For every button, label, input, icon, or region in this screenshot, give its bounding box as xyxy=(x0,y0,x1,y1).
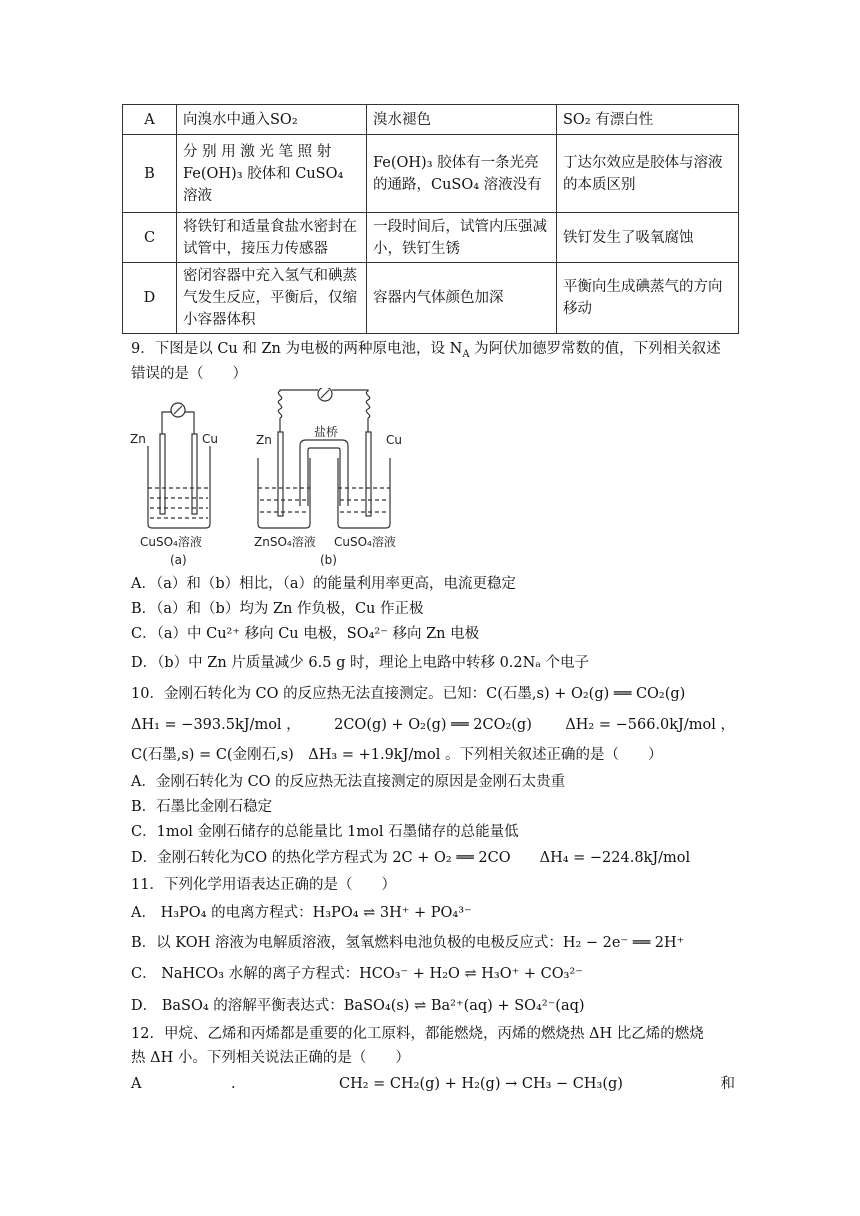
q10-option-b: B．石墨比金刚石稳定 xyxy=(131,799,273,815)
row-option: C xyxy=(123,213,177,263)
q11-option-d: D． BaSO₄ 的溶解平衡表达式：BaSO₄(s) ⇌ Ba²⁺(aq) + SO₄²⁻(aq) xyxy=(131,998,585,1014)
table-row xyxy=(123,135,739,213)
q10-option-c: C．1mol 金刚石储存的总能量比 1mol 石墨储存的总能量低 xyxy=(131,824,519,840)
label-b-solution2: CuSO₄溶液 xyxy=(334,535,396,549)
figure-labels xyxy=(130,424,402,567)
q10-dh2: ΔH₂ = −566.0kJ/mol ， xyxy=(565,717,735,733)
q11-option-b: B．以 KOH 溶液为电解质溶液，氢氧燃料电池负极的电极反应式：H₂ − 2e⁻ ══ 2H⁺ xyxy=(131,935,685,951)
galvanic-cells-figure xyxy=(128,388,418,573)
q9-option-d: D．（b）中 Zn 片质量减少 6.5 g 时，理论上电路中转移 0.2Nₐ 个电子 xyxy=(131,655,590,671)
q8-answer-table xyxy=(122,104,739,334)
q12-option-a-dot: . xyxy=(231,1076,236,1092)
q9-stem-line2: 错误的是（ ） xyxy=(131,366,247,382)
row-operation: 密闭容器中充入氢气和碘蒸气发生反应，平衡后，仅缩小容器体积 xyxy=(177,263,367,334)
row-conclusion: 平衡向生成碘蒸气的方向移动 xyxy=(557,263,739,334)
q10-option-a: A．金刚石转化为 CO 的反应热无法直接测定的原因是金刚石太贵重 xyxy=(131,774,566,790)
cell-a xyxy=(148,403,210,528)
q9-option-a: A．（a）和（b）相比，（a）的能量利用率更高，电流更稳定 xyxy=(131,576,517,592)
q11-option-a: A． H₃PO₄ 的电离方程式：H₃PO₄ ⇌ 3H⁺ + PO₄³⁻ xyxy=(131,905,472,921)
label-b-zn: Zn xyxy=(256,433,272,447)
label-a-solution: CuSO₄溶液 xyxy=(140,535,202,549)
label-b-cu: Cu xyxy=(386,433,402,447)
row-option: D xyxy=(123,263,177,334)
q12-option-a-tail: 和 xyxy=(720,1076,735,1092)
table-row xyxy=(123,213,739,263)
row-operation: 分 别 用 激 光 笔 照 射 Fe(OH)₃ 胶体和 CuSO₄ 溶液 xyxy=(177,135,367,213)
galvanic-cells-diagram xyxy=(128,388,418,573)
row-conclusion: 丁达尔效应是胶体与溶液的本质区别 xyxy=(557,135,739,213)
q9-option-c: C．（a）中 Cu²⁺ 移向 Cu 电极，SO₄²⁻ 移向 Zn 电极 xyxy=(131,626,480,642)
row-phenomenon: 溴水褪色 xyxy=(367,105,557,135)
q10-option-d: D．金刚石转化为CO 的热化学方程式为 2C + O₂ ══ 2CO ΔH₄ = −224.8kJ/mol xyxy=(131,850,691,866)
row-conclusion: SO₂ 有漂白性 xyxy=(557,105,739,135)
label-a-cu: Cu xyxy=(202,432,218,446)
label-a-zn: Zn xyxy=(130,432,146,446)
q10-eq2: 2CO(g) + O₂(g) ══ 2CO₂(g) xyxy=(334,717,532,733)
label-a-caption: (a) xyxy=(170,553,187,567)
label-salt-bridge: 盐桥 xyxy=(314,425,339,439)
q10-stem-line1: 10．金刚石转化为 CO 的反应热无法直接测定。已知：C(石墨,s) + O₂(g) ══ CO₂(g) xyxy=(131,686,686,702)
q9-option-b: B．（a）和（b）均为 Zn 作负极，Cu 作正极 xyxy=(131,601,424,617)
row-option: A xyxy=(123,105,177,135)
q9-stem-line1: 9．下图是以 Cu 和 Zn 为电极的两种原电池，设 $N_A$ 为阿伏加德罗常数的值，下列相关叙述 xyxy=(131,341,721,360)
cell-b xyxy=(258,388,390,528)
q12-stem-line2: 热 ΔH 小。下列相关说法正确的是（ ） xyxy=(131,1050,410,1066)
q10-stem-line2 xyxy=(131,714,735,736)
q12-stem-line1: 12．甲烷、乙烯和丙烯都是重要的化工原料，都能燃烧，丙烯的燃烧热 ΔH 比乙烯的燃烧 xyxy=(131,1026,704,1042)
label-b-solution1: ZnSO₄溶液 xyxy=(254,535,316,549)
label-b-caption: (b) xyxy=(320,553,337,567)
row-conclusion: 铁钉发生了吸氧腐蚀 xyxy=(557,213,739,263)
row-option: B xyxy=(123,135,177,213)
table-row xyxy=(123,105,739,135)
q10-stem-line3: C(石墨,s) = C(金刚石,s) ΔH₃ = +1.9kJ/mol 。下列相关叙述正确的是（ ） xyxy=(131,747,663,763)
row-phenomenon: 一段时间后，试管内压强减小，铁钉生锈 xyxy=(367,213,557,263)
q10-dh1: ΔH₁ = −393.5kJ/mol ， xyxy=(131,717,301,733)
q11-option-c: C． NaHCO₃ 水解的离子方程式：HCO₃⁻ + H₂O ⇌ H₃O⁺ + CO₃²⁻ xyxy=(131,966,583,982)
row-phenomenon: 容器内气体颜色加深 xyxy=(367,263,557,334)
table-row xyxy=(123,263,739,334)
row-operation: 将铁钉和适量食盐水密封在试管中，接压力传感器 xyxy=(177,213,367,263)
q12-option-a-equation: CH₂ = CH₂(g) + H₂(g) → CH₃ − CH₃(g) xyxy=(339,1076,623,1092)
q11-stem: 11．下列化学用语表达正确的是（ ） xyxy=(131,877,396,893)
row-operation: 向溴水中通入SO₂ xyxy=(177,105,367,135)
q12-option-a-label: A xyxy=(131,1076,142,1092)
row-phenomenon: Fe(OH)₃ 胶体有一条光亮的通路，CuSO₄ 溶液没有 xyxy=(367,135,557,213)
